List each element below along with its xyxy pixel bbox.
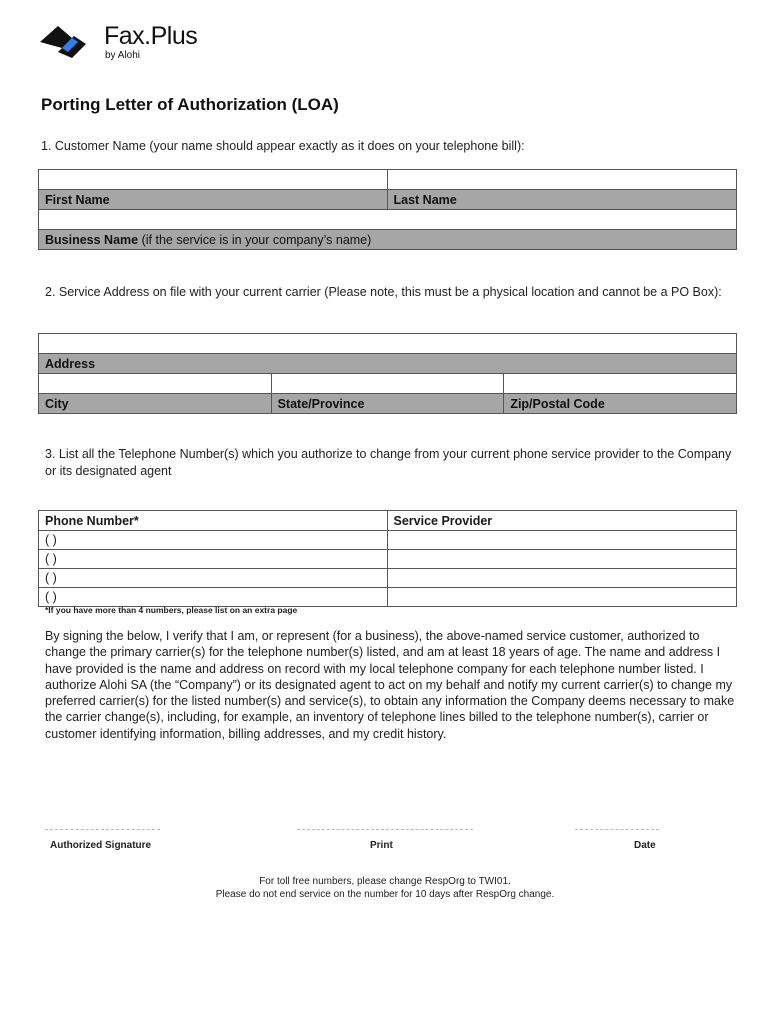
business-name-label-cell bbox=[39, 230, 737, 250]
business-name-note: (if the service is in your company’s name) bbox=[138, 232, 372, 247]
phone-numbers-table bbox=[38, 510, 737, 607]
section2-prompt: 2. Service Address on file with your current carrier (Please note, this must be a physical location and cannot be a PO Box): bbox=[45, 285, 722, 299]
brand-logo bbox=[38, 22, 218, 64]
first-name-label: First Name bbox=[39, 190, 388, 210]
zip-label: Zip/Postal Code bbox=[504, 394, 737, 414]
table-row bbox=[39, 569, 737, 588]
service-provider-header: Service Provider bbox=[387, 511, 737, 531]
table-row bbox=[39, 531, 737, 550]
service-provider-field[interactable] bbox=[387, 531, 737, 550]
address-field[interactable] bbox=[39, 334, 737, 354]
signature-line[interactable] bbox=[45, 829, 160, 830]
table-row bbox=[39, 588, 737, 607]
date-label: Date bbox=[634, 840, 656, 851]
fax-plus-logo-icon bbox=[38, 22, 102, 60]
phone-number-header: Phone Number* bbox=[39, 511, 388, 531]
footer-line-2: Please do not end service on the number for 10 days after RespOrg change. bbox=[215, 889, 555, 900]
print-line[interactable] bbox=[297, 829, 473, 830]
address-label: Address bbox=[39, 354, 737, 374]
phone-number-field[interactable]: ( ) bbox=[39, 531, 388, 550]
date-line[interactable] bbox=[575, 829, 659, 830]
service-provider-field[interactable] bbox=[387, 550, 737, 569]
authorization-text: By signing the below, I verify that I am, or represent (for a business), the above-named service customer, authorized to change the primary carrier(s) for the telephone number(s) listed, and am at least 18 years of age. The name and address I have provided is the name and address on record with my local telephone company for each telephone number listed. I authorize Alohi SA (the “Company”) or its designated agent to act on my behalf and notify my current carrier(s) to change my preferred carrier(s) for the listed number(s) and service(s), to obtain any information the Company deems necessary to make the carrier change(s), including, for example, an inventory of telephone lines billed to the telephone number(s), carrier or customer identifying information, billing addresses, and my credit history. bbox=[45, 629, 735, 741]
service-provider-field[interactable] bbox=[387, 588, 737, 607]
last-name-label: Last Name bbox=[387, 190, 737, 210]
zip-field[interactable] bbox=[504, 374, 737, 394]
state-field[interactable] bbox=[271, 374, 504, 394]
business-name-label: Business Name bbox=[45, 232, 139, 247]
first-name-field[interactable] bbox=[39, 170, 388, 190]
page-title: Porting Letter of Authorization (LOA) bbox=[41, 95, 339, 114]
service-address-table bbox=[38, 333, 737, 414]
brand-name: Fax.Plus bbox=[104, 22, 198, 50]
customer-name-table bbox=[38, 169, 737, 250]
phone-footnote: *If you have more than 4 numbers, please list on an extra page bbox=[45, 605, 298, 615]
brand-byline: by Alohi bbox=[105, 50, 141, 61]
print-label: Print bbox=[370, 840, 393, 851]
service-provider-field[interactable] bbox=[387, 569, 737, 588]
city-label: City bbox=[39, 394, 272, 414]
section3-prompt: 3. List all the Telephone Number(s) which you authorize to change from your current phone service provider to the Company or its designated agent bbox=[45, 447, 732, 478]
signature-label: Authorized Signature bbox=[50, 840, 152, 851]
section1-prompt: 1. Customer Name (your name should appear exactly as it does on your telephone bill): bbox=[41, 139, 525, 153]
phone-number-field[interactable]: ( ) bbox=[39, 550, 388, 569]
footer-line-1: For toll free numbers, please change RespOrg to TWI01. bbox=[259, 876, 511, 887]
state-label: State/Province bbox=[271, 394, 504, 414]
phone-number-field[interactable]: ( ) bbox=[39, 569, 388, 588]
city-field[interactable] bbox=[39, 374, 272, 394]
last-name-field[interactable] bbox=[387, 170, 737, 190]
business-name-field[interactable] bbox=[39, 210, 737, 230]
table-row bbox=[39, 550, 737, 569]
phone-number-field[interactable]: ( ) bbox=[39, 588, 388, 607]
